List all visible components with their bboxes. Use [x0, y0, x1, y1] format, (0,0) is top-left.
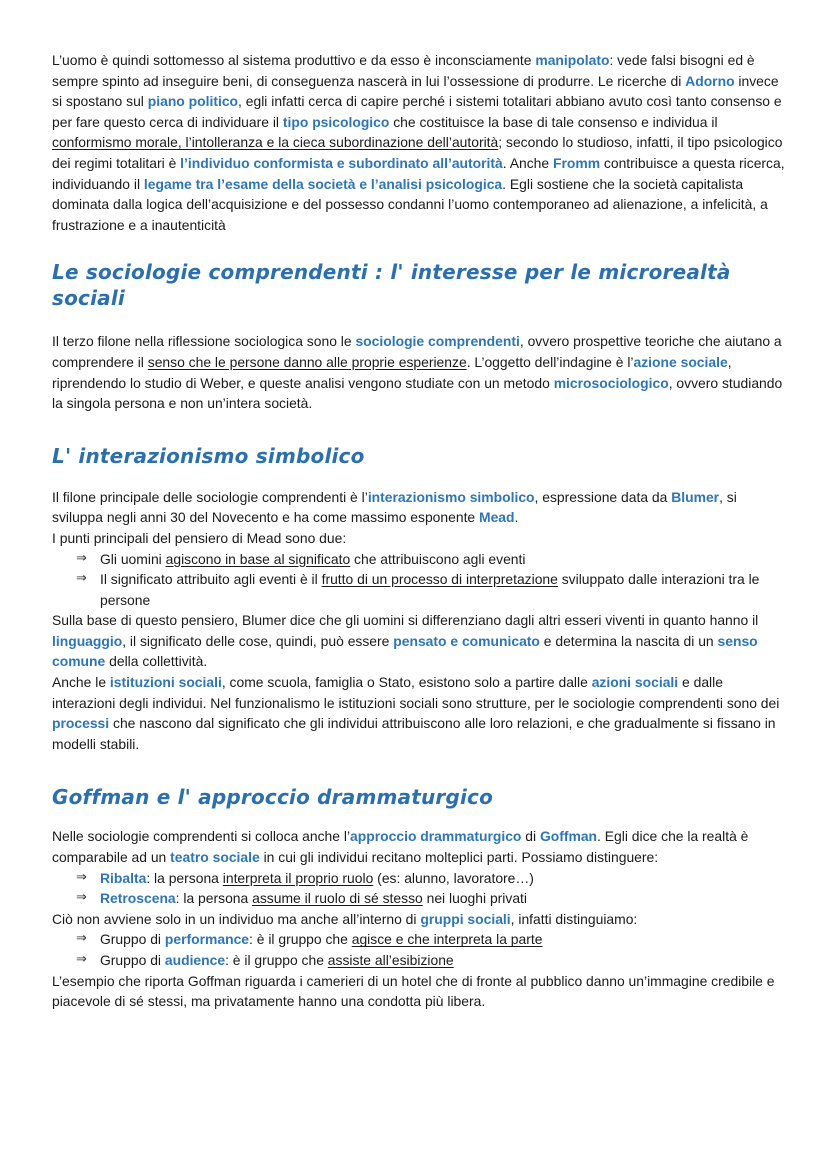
text: Ciò non avviene solo in un individuo ma anche all’interno di — [52, 910, 421, 927]
intro-paragraph — [52, 50, 786, 235]
keyword: Mead — [479, 509, 515, 526]
text: e dalle interazioni degli individui. Nel funzionalismo le istituzioni sociali sono strutture, per le sociologie comprendenti sono dei — [52, 674, 780, 711]
text: , riprendendo lo studio di Weber, e queste analisi vengono studiate con un metodo — [52, 353, 732, 391]
arrow-icon: ⇒ — [76, 890, 87, 906]
text: . Egli dice che la realtà è comparabile ad un — [52, 828, 749, 866]
text: L’uomo è quindi sottomesso al sistema produttivo e da esso è inconsciamente — [52, 52, 536, 68]
text: : è il gruppo che — [249, 931, 352, 948]
keyword: manipolato — [535, 52, 610, 68]
text: di — [521, 828, 540, 845]
text: . — [514, 509, 519, 526]
text: , come scuola, famiglia o Stato, esistono solo a partire dalle — [221, 674, 592, 691]
keyword: Adorno — [685, 72, 735, 89]
text: Gruppo di — [100, 931, 165, 948]
keyword: l’individuo conformista e subordinato all’autorità — [180, 154, 503, 171]
text: . Egli sostiene che la società capitalista dominata dalla logica dell’acquisizione e del possesso condanni l’uomo contemporaneo ad alienazione, a infelicità, a frustrazione e a inautenticità — [52, 175, 768, 233]
text: contribuisce a questa ricerca, individuando il — [52, 154, 785, 192]
keyword: approccio drammaturgico — [350, 828, 522, 845]
mead-points-list — [52, 549, 786, 611]
keyword: Fromm — [552, 154, 601, 171]
arrow-icon: ⇒ — [76, 550, 87, 566]
arrow-icon: ⇒ — [76, 869, 87, 885]
text: che costituisce la base di tale consenso e individua il — [389, 113, 718, 130]
underlined-text: assume il ruolo di sé stesso — [252, 890, 423, 907]
text: sviluppato dalle interazioni tra le persone — [100, 571, 760, 608]
underlined-text: assiste all’esibizione — [327, 952, 454, 968]
heading-sociologie-comprendenti: Le sociologie comprendenti : l' interesse per le microrealtà sociali — [52, 260, 731, 311]
text: Gruppo di — [100, 952, 165, 968]
keyword: gruppi sociali — [420, 910, 511, 927]
document-page — [52, 50, 786, 1012]
underlined-text: senso che le persone danno alle proprie esperienze — [147, 353, 467, 370]
text: Il terzo filone nella riflessione sociologica sono le — [52, 333, 356, 350]
keyword: istituzioni sociali — [109, 674, 222, 691]
keyword: azioni sociali — [591, 674, 679, 691]
sociologie-paragraph — [52, 331, 786, 413]
keyword: sociologie comprendenti — [355, 333, 520, 350]
text: Anche le — [52, 674, 110, 691]
keyword: tipo psicologico — [282, 113, 390, 130]
arrow-icon: ⇒ — [76, 931, 87, 947]
keyword: piano politico — [147, 93, 239, 110]
text: , si sviluppa negli anni 30 del Novecento e ha come massimo esponente — [52, 488, 737, 526]
text: Gli uomini — [100, 550, 166, 567]
text: invece si spostano sul — [52, 72, 779, 110]
list-item — [76, 888, 786, 909]
list-item — [76, 929, 786, 950]
keyword: processi — [52, 715, 110, 732]
keyword: linguaggio — [52, 632, 123, 649]
text: , egli infatti cerca di capire perché i sistemi totalitari abbiano avuto così tanto consenso e per fare questo cerca di individuare il — [52, 93, 782, 130]
text: : la persona — [175, 890, 253, 907]
text: , ovvero prospettive teoriche che aiutano a comprendere il — [52, 333, 782, 370]
list-item — [76, 868, 786, 889]
text: Nelle sociologie comprendenti si colloca anche l’ — [52, 828, 351, 845]
text: Sulla base di questo pensiero, Blumer dice che gli uomini si differenziano dagli altri esseri viventi in quanto hanno il — [52, 612, 759, 629]
text: (es: alunno, lavoratore…) — [373, 869, 534, 886]
list-item — [76, 549, 786, 570]
text: in cui gli individui recitano molteplici parti. Possiamo distinguere: — [259, 849, 659, 866]
keyword: Retroscena — [100, 890, 176, 907]
heading-interazionismo-simbolico: L' interazionismo simbolico — [52, 443, 365, 468]
keyword: legame tra l’esame della società e l’analisi psicologica — [143, 175, 503, 192]
goffman-paragraph-1 — [52, 826, 786, 867]
underlined-text: conformismo morale, l’intolleranza e la cieca subordinazione dell’autorità — [52, 134, 499, 151]
goffman-distinctions-list — [52, 868, 786, 909]
keyword: performance — [164, 931, 250, 948]
keyword: senso comune — [52, 632, 758, 670]
text: Il filone principale delle sociologie comprendenti è l’ — [52, 488, 368, 505]
text: che attribuiscono agli eventi — [350, 550, 526, 567]
text: , il significato delle cose, quindi, può essere — [122, 632, 394, 649]
interazionismo-paragraph-2: I punti principali del pensiero di Mead sono due: — [52, 529, 347, 546]
text: : la persona — [146, 869, 223, 886]
text: . Anche — [502, 154, 553, 171]
goffman-paragraph-2 — [52, 909, 786, 930]
goffman-paragraph-3: L’esempio che riporta Goffman riguarda i camerieri di un hotel che di fronte al pubblico danno un’immagine credibile e piacevole di sé stessi, ma privatamente hanno una condotta più libera. — [52, 972, 775, 1010]
text: , espressione data da — [534, 488, 672, 505]
text: ; secondo lo studioso, infatti, il tipo psicologico dei regimi totalitari è — [52, 134, 783, 171]
text: , ovvero studiando la singola persona e non un’intera società. — [52, 374, 783, 412]
text: nei luoghi privati — [422, 890, 527, 907]
keyword: interazionismo simbolico — [367, 488, 535, 505]
list-item — [76, 950, 786, 971]
text: . L’oggetto dell’indagine è l’ — [466, 353, 634, 370]
text: che nascono dal significato che gli individui attribuiscono alle loro relazioni, e che gradualmente si fissano in modelli stabili. — [52, 715, 776, 752]
keyword: teatro sociale — [170, 849, 260, 866]
underlined-text: interpreta il proprio ruolo — [222, 869, 374, 886]
text: : vede falsi bisogni ed è sempre spinto ad inseguire beni, di conseguenza nascerà in lui l’ossessione di produrre. Le ricerche di — [52, 52, 755, 89]
arrow-icon: ⇒ — [76, 571, 87, 587]
goffman-groups-list — [52, 929, 786, 970]
text: : è il gruppo che — [225, 952, 328, 968]
keyword: pensato e comunicato — [393, 632, 540, 649]
interazionismo-paragraph-3 — [52, 610, 786, 672]
keyword: Goffman — [539, 828, 598, 845]
text: della collettività. — [105, 653, 208, 670]
keyword: Blumer — [671, 488, 720, 505]
text: Il significato attribuito agli eventi è il — [100, 571, 322, 588]
underlined-text: frutto di un processo di interpretazione — [321, 571, 558, 588]
keyword: audience — [164, 952, 226, 968]
keyword: azione sociale — [633, 353, 728, 370]
interazionismo-paragraph-4 — [52, 672, 786, 754]
list-item — [76, 569, 786, 610]
underlined-text: agisce e che interpreta la parte — [351, 931, 543, 948]
keyword: Ribalta — [100, 869, 147, 886]
text: , infatti distinguiamo: — [510, 910, 638, 927]
keyword: microsociologico — [553, 374, 669, 391]
interazionismo-paragraph-1 — [52, 487, 786, 528]
underlined-text: agiscono in base al significato — [165, 550, 351, 567]
arrow-icon: ⇒ — [76, 952, 87, 967]
heading-goffman: Goffman e l' approccio drammaturgico — [52, 785, 494, 810]
text: e determina la nascita di un — [539, 632, 718, 649]
